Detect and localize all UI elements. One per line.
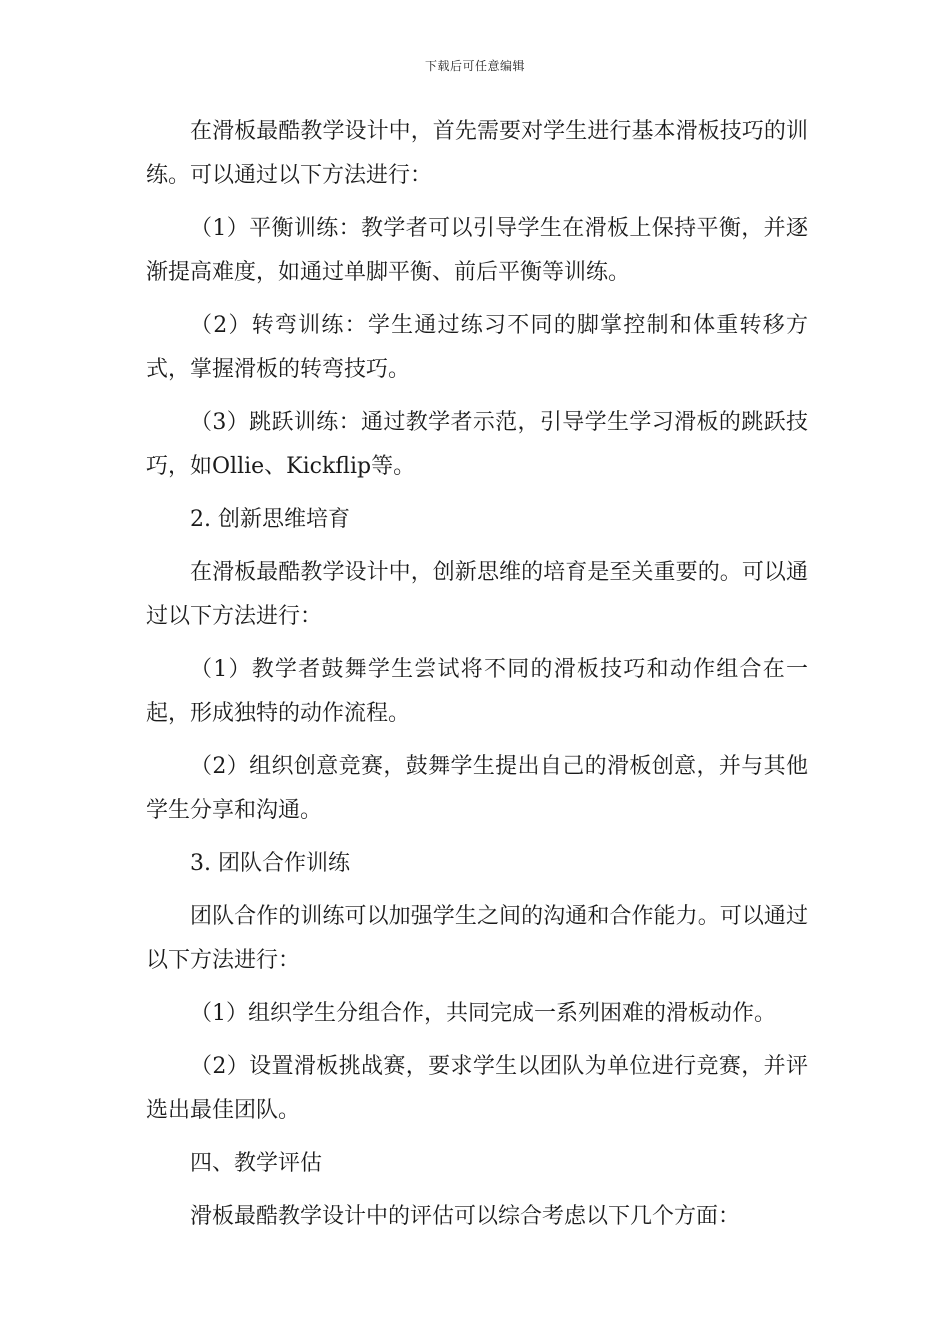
list-item-challenge-match: （2）设置滑板挑战赛，要求学生以团队为单位进行竞赛，并评选出最佳团队。 [146,1054,808,1123]
list-item-group-cooperation: （1）组织学生分组合作，共同完成一系列困难的滑板动作。 [190,1001,776,1026]
section-heading-evaluation: 四、教学评估 [190,1151,323,1176]
section-heading-teamwork: 3. 团队合作训练 [190,851,350,876]
paragraph-intro-innovation: 在滑板最酷教学设计中，创新思维的培育是至关重要的。可以通过以下方法进行： [146,560,808,629]
section-heading-innovation: 2. 创新思维培育 [190,507,350,532]
list-item-combine-skills: （1）教学者鼓舞学生尝试将不同的滑板技巧和动作组合在一起，形成独特的动作流程。 [146,657,808,726]
paragraph-intro-teamwork: 团队合作的训练可以加强学生之间的沟通和合作能力。可以通过以下方法进行： [146,904,808,973]
document-body [146,110,808,1248]
paragraph-intro-evaluation: 滑板最酷教学设计中的评估可以综合考虑以下几个方面： [190,1204,741,1229]
list-item-jumping-training: （3）跳跃训练：通过教学者示范，引导学生学习滑板的跳跃技巧，如Ollie、Kickflip等。 [146,410,808,479]
paragraph-intro-skills: 在滑板最酷教学设计中，首先需要对学生进行基本滑板技巧的训练。可以通过以下方法进行： [146,119,808,188]
list-item-balance-training: （1）平衡训练：教学者可以引导学生在滑板上保持平衡，并逐渐提高难度，如通过单脚平衡、前后平衡等训练。 [146,216,808,285]
page-header: 下载后可任意编辑 [424,59,525,73]
list-item-turning-training: （2）转弯训练：学生通过练习不同的脚掌控制和体重转移方式，掌握滑板的转弯技巧。 [146,313,808,382]
list-item-creative-contest: （2）组织创意竞赛，鼓舞学生提出自己的滑板创意，并与其他学生分享和沟通。 [146,754,808,823]
